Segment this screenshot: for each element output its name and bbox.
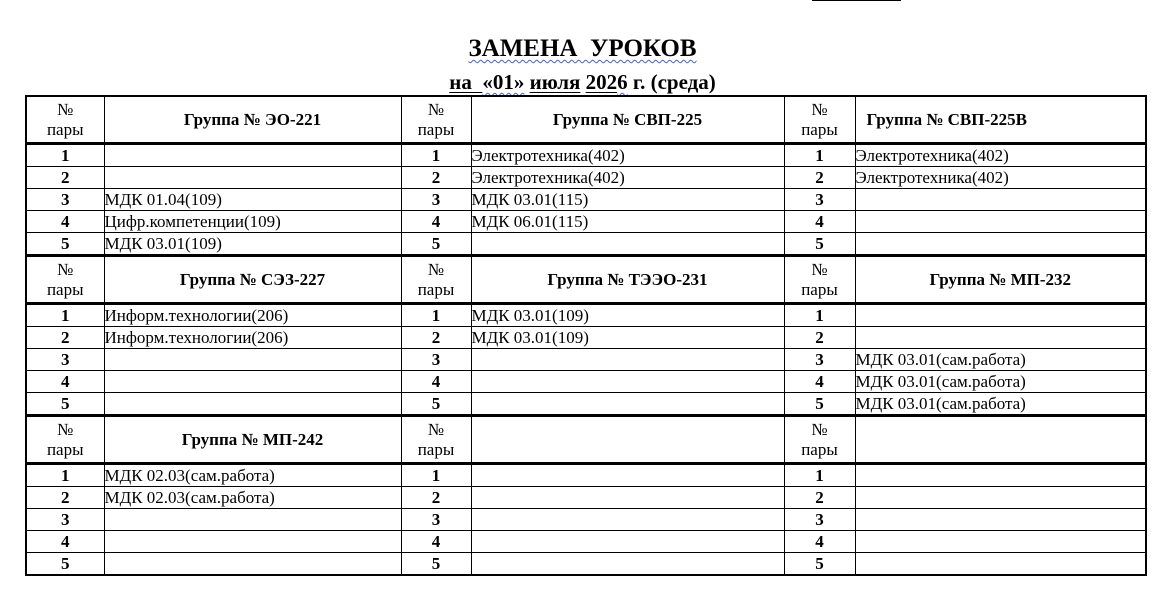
pair-number-header bbox=[26, 96, 104, 144]
pair-number-word: пары bbox=[46, 439, 84, 459]
pair-number-header bbox=[784, 256, 855, 304]
subject-cell bbox=[855, 304, 1146, 327]
table-row bbox=[26, 189, 1146, 211]
pair-number: 2 bbox=[401, 327, 471, 349]
pair-number: 4 bbox=[784, 371, 855, 393]
pair-number-symbol: № bbox=[811, 259, 828, 279]
pair-number: 5 bbox=[401, 553, 471, 576]
pair-number-word: пары bbox=[801, 119, 838, 139]
date-month: июля bbox=[529, 70, 581, 94]
subject-cell bbox=[855, 189, 1146, 211]
group-header-row bbox=[26, 416, 1146, 464]
table-row bbox=[26, 509, 1146, 531]
pair-number: 3 bbox=[26, 509, 104, 531]
top-rule bbox=[812, 0, 901, 1]
table-row bbox=[26, 464, 1146, 487]
table-row bbox=[26, 553, 1146, 576]
pair-number: 1 bbox=[784, 464, 855, 487]
group-name bbox=[471, 416, 784, 464]
table-row bbox=[26, 371, 1146, 393]
subject-cell bbox=[855, 487, 1146, 509]
pair-number: 5 bbox=[401, 393, 471, 416]
subject-cell bbox=[104, 371, 401, 393]
pair-number: 4 bbox=[401, 371, 471, 393]
group-name: Группа № ТЭЭО-231 bbox=[471, 256, 784, 304]
pair-number-header bbox=[784, 416, 855, 464]
subject-cell bbox=[471, 531, 784, 553]
group-header-row bbox=[26, 96, 1146, 144]
substitution-table bbox=[25, 95, 1147, 576]
pair-number: 3 bbox=[784, 189, 855, 211]
pair-number: 5 bbox=[26, 233, 104, 256]
subject-cell: МДК 02.03(сам.работа) bbox=[104, 487, 401, 509]
pair-number: 2 bbox=[784, 167, 855, 189]
pair-number: 3 bbox=[26, 189, 104, 211]
pair-number: 4 bbox=[784, 531, 855, 553]
pair-number-symbol: № bbox=[57, 419, 74, 439]
pair-number: 1 bbox=[401, 464, 471, 487]
pair-number-word: пары bbox=[46, 119, 84, 139]
subject-cell: МДК 03.01(сам.работа) bbox=[855, 393, 1146, 416]
pair-number: 1 bbox=[401, 304, 471, 327]
pair-number: 1 bbox=[784, 144, 855, 167]
page-title bbox=[0, 34, 1165, 64]
pair-number: 4 bbox=[26, 211, 104, 233]
table-row bbox=[26, 393, 1146, 416]
pair-number: 1 bbox=[26, 304, 104, 327]
pair-number-word: пары bbox=[801, 439, 838, 459]
pair-number: 2 bbox=[401, 167, 471, 189]
pair-number: 2 bbox=[784, 327, 855, 349]
group-name: Группа № СВП-225 bbox=[471, 96, 784, 144]
pair-number-word: пары bbox=[417, 279, 455, 299]
pair-number: 3 bbox=[401, 189, 471, 211]
pair-number: 1 bbox=[26, 464, 104, 487]
table-row bbox=[26, 304, 1146, 327]
subject-cell bbox=[471, 553, 784, 576]
pair-number-header bbox=[401, 256, 471, 304]
pair-number: 3 bbox=[401, 509, 471, 531]
table-row bbox=[26, 144, 1146, 167]
pair-number: 3 bbox=[784, 509, 855, 531]
pair-number-word: пары bbox=[801, 279, 838, 299]
pair-number-symbol: № bbox=[427, 259, 445, 279]
pair-number-word: пары bbox=[417, 119, 455, 139]
pair-number: 5 bbox=[784, 553, 855, 576]
subject-cell bbox=[855, 464, 1146, 487]
table-row bbox=[26, 327, 1146, 349]
subject-cell: МДК 06.01(115) bbox=[471, 211, 784, 233]
subject-cell: Информ.технологии(206) bbox=[104, 304, 401, 327]
pair-number-symbol: № bbox=[427, 419, 445, 439]
pair-number: 2 bbox=[26, 327, 104, 349]
pair-number-header bbox=[784, 96, 855, 144]
subject-cell bbox=[104, 509, 401, 531]
subject-cell bbox=[104, 349, 401, 371]
group-name: Группа № ЭО-221 bbox=[104, 96, 401, 144]
pair-number: 5 bbox=[26, 553, 104, 576]
subject-cell bbox=[855, 327, 1146, 349]
pair-number: 2 bbox=[26, 487, 104, 509]
group-header-row bbox=[26, 256, 1146, 304]
pair-number: 5 bbox=[26, 393, 104, 416]
subject-cell: Цифр.компетенции(109) bbox=[104, 211, 401, 233]
subject-cell: МДК 03.01(109) bbox=[471, 304, 784, 327]
date-year-a: 202 bbox=[585, 70, 618, 94]
subject-cell: Электротехника(402) bbox=[855, 144, 1146, 167]
pair-number: 4 bbox=[784, 211, 855, 233]
subject-cell bbox=[104, 531, 401, 553]
table-row bbox=[26, 233, 1146, 256]
date-prefix: на bbox=[449, 70, 483, 94]
table-row bbox=[26, 167, 1146, 189]
pair-number-header bbox=[401, 416, 471, 464]
title-text: ЗАМЕНА УРОКОВ bbox=[468, 35, 697, 62]
pair-number-header bbox=[26, 416, 104, 464]
pair-number-header bbox=[26, 256, 104, 304]
subject-cell: МДК 03.01(сам.работа) bbox=[855, 349, 1146, 371]
pair-number: 5 bbox=[784, 393, 855, 416]
pair-number-symbol: № bbox=[811, 419, 828, 439]
date-day: «01» bbox=[482, 70, 525, 94]
table-row bbox=[26, 531, 1146, 553]
pair-number: 4 bbox=[26, 371, 104, 393]
pair-number-word: пары bbox=[46, 279, 84, 299]
subject-cell: МДК 03.01(109) bbox=[104, 233, 401, 256]
pair-number-symbol: № bbox=[811, 99, 828, 119]
date-line bbox=[0, 69, 1165, 95]
subject-cell bbox=[104, 144, 401, 167]
table-body bbox=[26, 96, 1146, 575]
pair-number: 1 bbox=[401, 144, 471, 167]
pair-number-symbol: № bbox=[427, 99, 445, 119]
group-name: Группа № СВП-225В bbox=[855, 96, 1146, 144]
subject-cell bbox=[471, 371, 784, 393]
subject-cell bbox=[855, 211, 1146, 233]
pair-number: 5 bbox=[784, 233, 855, 256]
subject-cell bbox=[104, 167, 401, 189]
subject-cell: МДК 01.04(109) bbox=[104, 189, 401, 211]
pair-number: 4 bbox=[26, 531, 104, 553]
subject-cell: МДК 03.01(сам.работа) bbox=[855, 371, 1146, 393]
pair-number: 5 bbox=[401, 233, 471, 256]
pair-number: 2 bbox=[784, 487, 855, 509]
pair-number: 1 bbox=[784, 304, 855, 327]
date-suffix: г. (среда) bbox=[627, 70, 716, 94]
pair-number: 3 bbox=[26, 349, 104, 371]
group-name: Группа № МП-232 bbox=[855, 256, 1146, 304]
subject-cell: МДК 03.01(109) bbox=[471, 327, 784, 349]
group-name bbox=[855, 416, 1146, 464]
subject-cell bbox=[471, 233, 784, 256]
pair-number: 3 bbox=[784, 349, 855, 371]
subject-cell bbox=[471, 393, 784, 416]
subject-cell bbox=[471, 464, 784, 487]
group-name: Группа № СЭЗ-227 bbox=[104, 256, 401, 304]
subject-cell bbox=[471, 349, 784, 371]
pair-number-symbol: № bbox=[57, 99, 74, 119]
subject-cell bbox=[104, 393, 401, 416]
pair-number: 4 bbox=[401, 211, 471, 233]
subject-cell: МДК 03.01(115) bbox=[471, 189, 784, 211]
subject-cell: Информ.технологии(206) bbox=[104, 327, 401, 349]
subject-cell bbox=[855, 531, 1146, 553]
subject-cell: Электротехника(402) bbox=[855, 167, 1146, 189]
subject-cell bbox=[104, 553, 401, 576]
pair-number-header bbox=[401, 96, 471, 144]
pair-number-symbol: № bbox=[57, 259, 74, 279]
subject-cell bbox=[855, 553, 1146, 576]
pair-number-word: пары bbox=[417, 439, 455, 459]
subject-cell bbox=[471, 487, 784, 509]
pair-number: 1 bbox=[26, 144, 104, 167]
subject-cell: Электротехника(402) bbox=[471, 144, 784, 167]
subject-cell bbox=[855, 233, 1146, 256]
table-row bbox=[26, 349, 1146, 371]
date-year-b: 6 bbox=[617, 70, 628, 94]
pair-number: 2 bbox=[401, 487, 471, 509]
subject-cell bbox=[855, 509, 1146, 531]
pair-number: 2 bbox=[26, 167, 104, 189]
group-name: Группа № МП-242 bbox=[104, 416, 401, 464]
table-row bbox=[26, 487, 1146, 509]
subject-cell bbox=[471, 509, 784, 531]
subject-cell: Электротехника(402) bbox=[471, 167, 784, 189]
pair-number: 4 bbox=[401, 531, 471, 553]
pair-number: 3 bbox=[401, 349, 471, 371]
table-row bbox=[26, 211, 1146, 233]
subject-cell: МДК 02.03(сам.работа) bbox=[104, 464, 401, 487]
